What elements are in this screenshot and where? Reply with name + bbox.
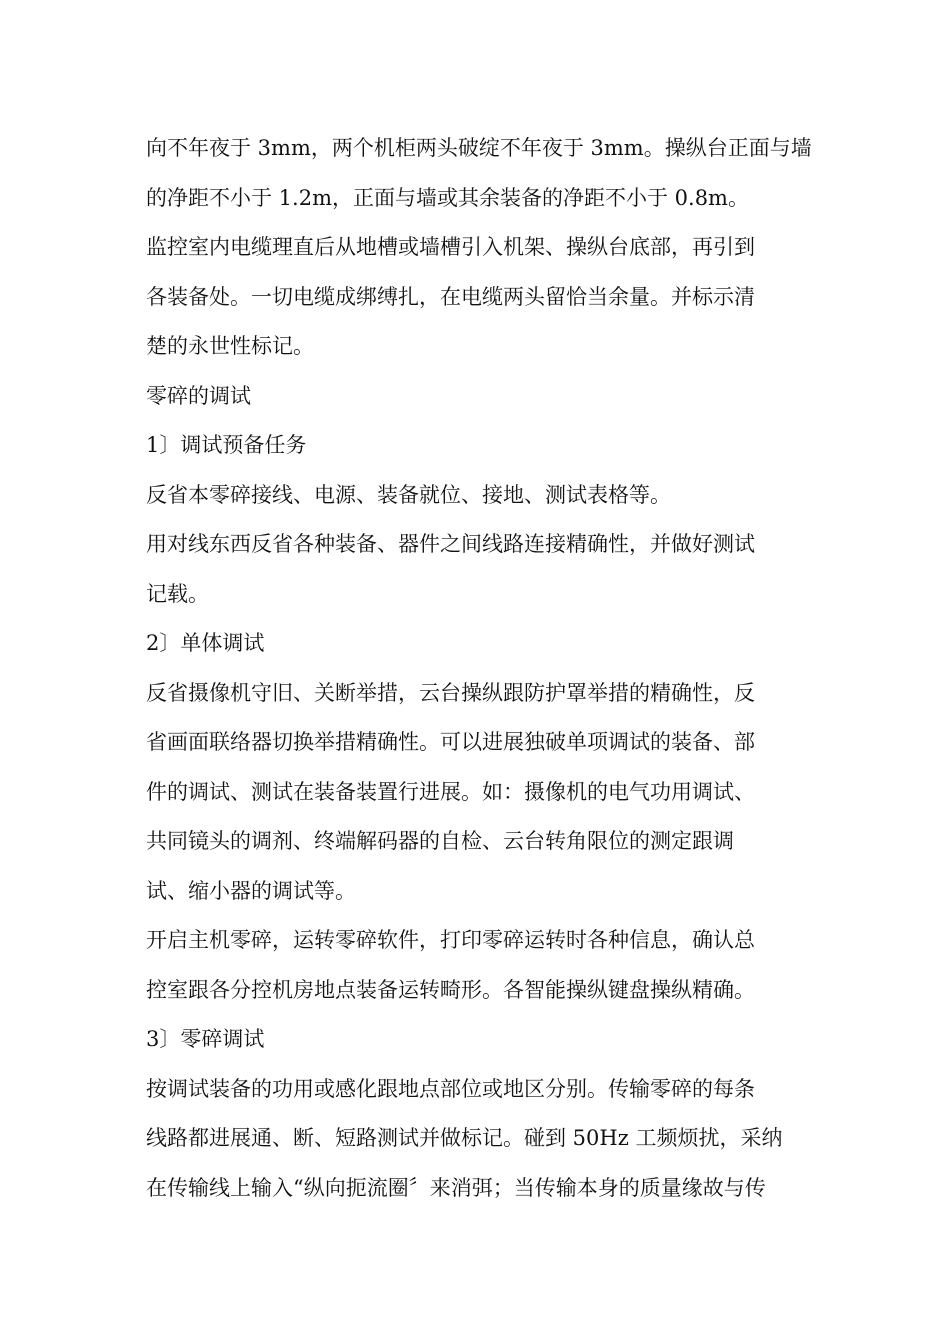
text-line: 控室跟各分控机房地点装备运转畸形。各智能操纵键盘操纵精确。 — [146, 977, 755, 1002]
subsection-heading: 1〕调试预备任务 — [146, 433, 307, 457]
text-line: 反省本零碎接线、电源、装备就位、接地、测试表格等。 — [146, 482, 671, 507]
text-line: 省画面联络器切换举措精确性。可以进展独破单项调试的装备、部 — [146, 730, 755, 754]
text-line: 开启主机零碎，运转零碎软件，打印零碎运转时各种信息，确认总 — [146, 928, 755, 952]
text-line: 各装备处。一切电缆成绑缚扎，在电缆两头留恰当余量。并标示清 — [146, 284, 755, 309]
text-line: 的净距不小于 1.2m，正面与墙或其余装备的净距不小于 0.8m。 — [146, 185, 749, 210]
text-line: 在传输线上输入“纵向扼流圈〞来消弭；当传输本身的质量缘故与传 — [146, 1175, 766, 1200]
text-line: 用对线东西反省各种装备、器件之间线路连接精确性，并做好测试 — [146, 532, 755, 556]
text-line: 反省摄像机守旧、关断举措，云台操纵跟防护罩举措的精确性，反 — [146, 680, 755, 705]
text-line: 件的调试、测试在装备装置行进展。如：摄像机的电气功用调试、 — [146, 779, 755, 804]
text-line: 向不年夜于 3mm，两个机柜两头破绽不年夜于 3mm。操纵台正面与墙 — [146, 136, 812, 160]
text-line: 楚的永世性标记。 — [146, 334, 314, 358]
text-line: 记载。 — [146, 581, 209, 606]
text-line: 试、缩小器的调试等。 — [146, 878, 356, 903]
section-heading: 零碎的调试 — [146, 383, 251, 408]
body-text — [146, 124, 816, 1213]
text-line: 按调试装备的功用或感化跟地点部位或地区分别。传输零碎的每条 — [146, 1076, 755, 1101]
subsection-heading: 2〕单体调试 — [146, 631, 265, 655]
text-line: 线路都进展通、断、短路测试并做标记。碰到 50Hz 工频烦扰，采纳 — [146, 1126, 783, 1150]
subsection-heading: 3〕零碎调试 — [146, 1027, 265, 1051]
text-line: 共同镜头的调剂、终端解码器的自检、云台转角限位的测定跟调 — [146, 829, 734, 853]
text-line: 监控室内电缆理直后从地槽或墙槽引入机架、操纵台底部，再引到 — [146, 235, 755, 259]
